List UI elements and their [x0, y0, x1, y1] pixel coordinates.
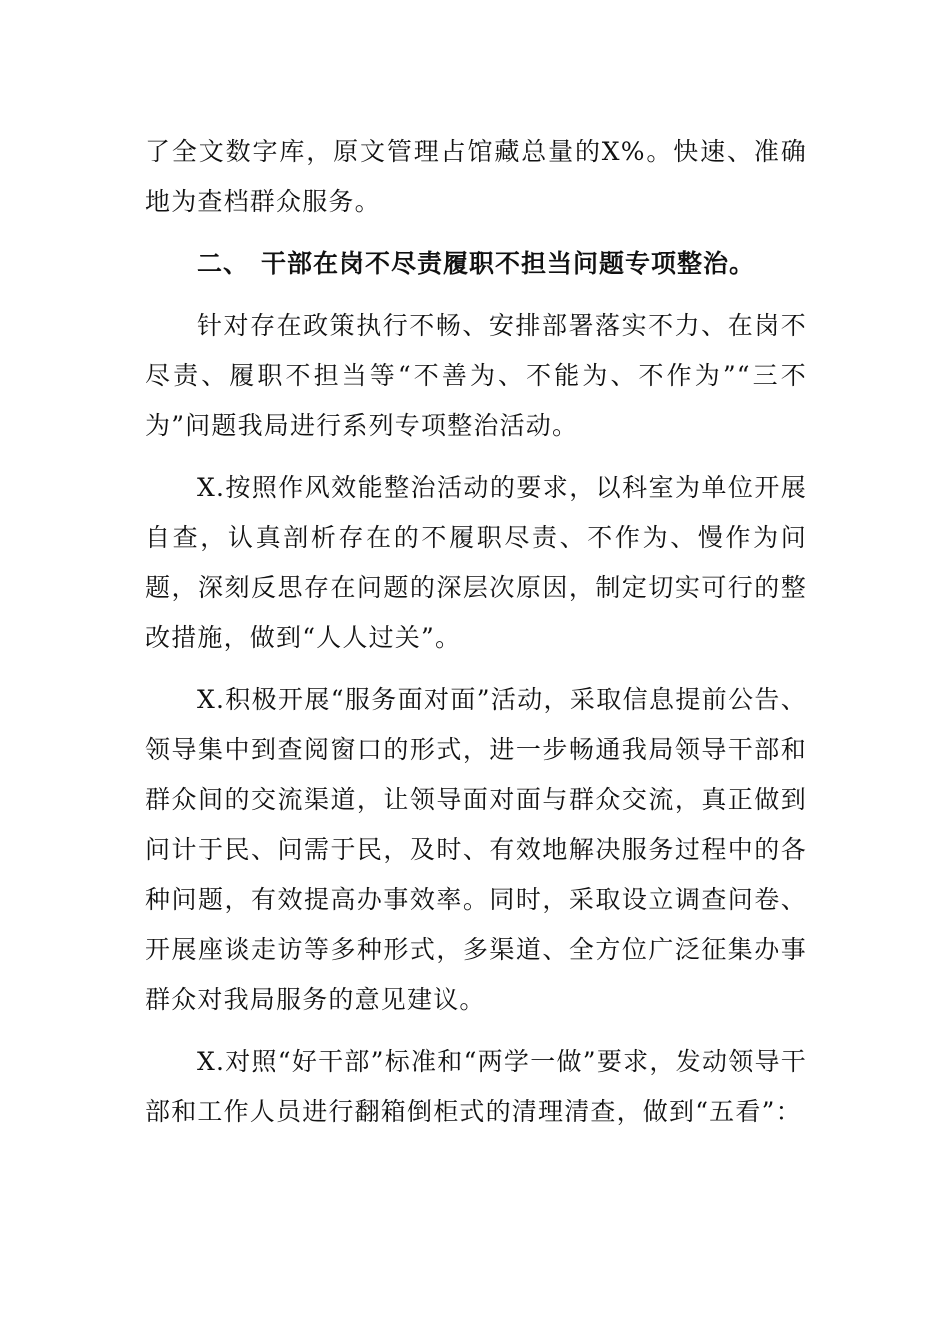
paragraph-intro: 针对存在政策执行不畅、安排部署落实不力、在岗不尽责、履职不担当等“不善为、不能为、不作为”“三不为”问题我局进行系列专项整治活动。 [145, 311, 807, 440]
section-heading [145, 239, 807, 289]
paragraph-item-1: X.按照作风效能整治活动的要求，以科室为单位开展自查，认真剖析存在的不履职尽责、不作为、慢作为问题，深刻反思存在问题的深层次原因，制定切实可行的整改措施，做到“人人过关”。 [145, 473, 807, 652]
section-heading-number: 二、 [197, 249, 250, 278]
section-heading-text: 干部在岗不尽责履职不担当问题专项整治。 [261, 249, 756, 278]
paragraph-continued: 了全文数字库，原文管理占馆藏总量的X%。快速、准确地为查档群众服务。 [145, 137, 807, 216]
paragraph-item-2: X.积极开展“服务面对面”活动，采取信息提前公告、领导集中到查阅窗口的形式，进一步畅通我局领导干部和群众间的交流渠道，让领导面对面与群众交流，真正做到问计于民、问需于民，及时、有效地解决服务过程中的各种问题，有效提高办事效率。同时，采取设立调查问卷、开展座谈走访等多种形式，多渠道、全方位广泛征集办事群众对我局服务的意见建议。 [145, 685, 807, 1014]
paragraph-item-3: X.对照“好干部”标准和“两学一做”要求，发动领导干部和工作人员进行翻箱倒柜式的清理清查，做到“五看”： [145, 1047, 807, 1126]
document-body [145, 127, 807, 1137]
